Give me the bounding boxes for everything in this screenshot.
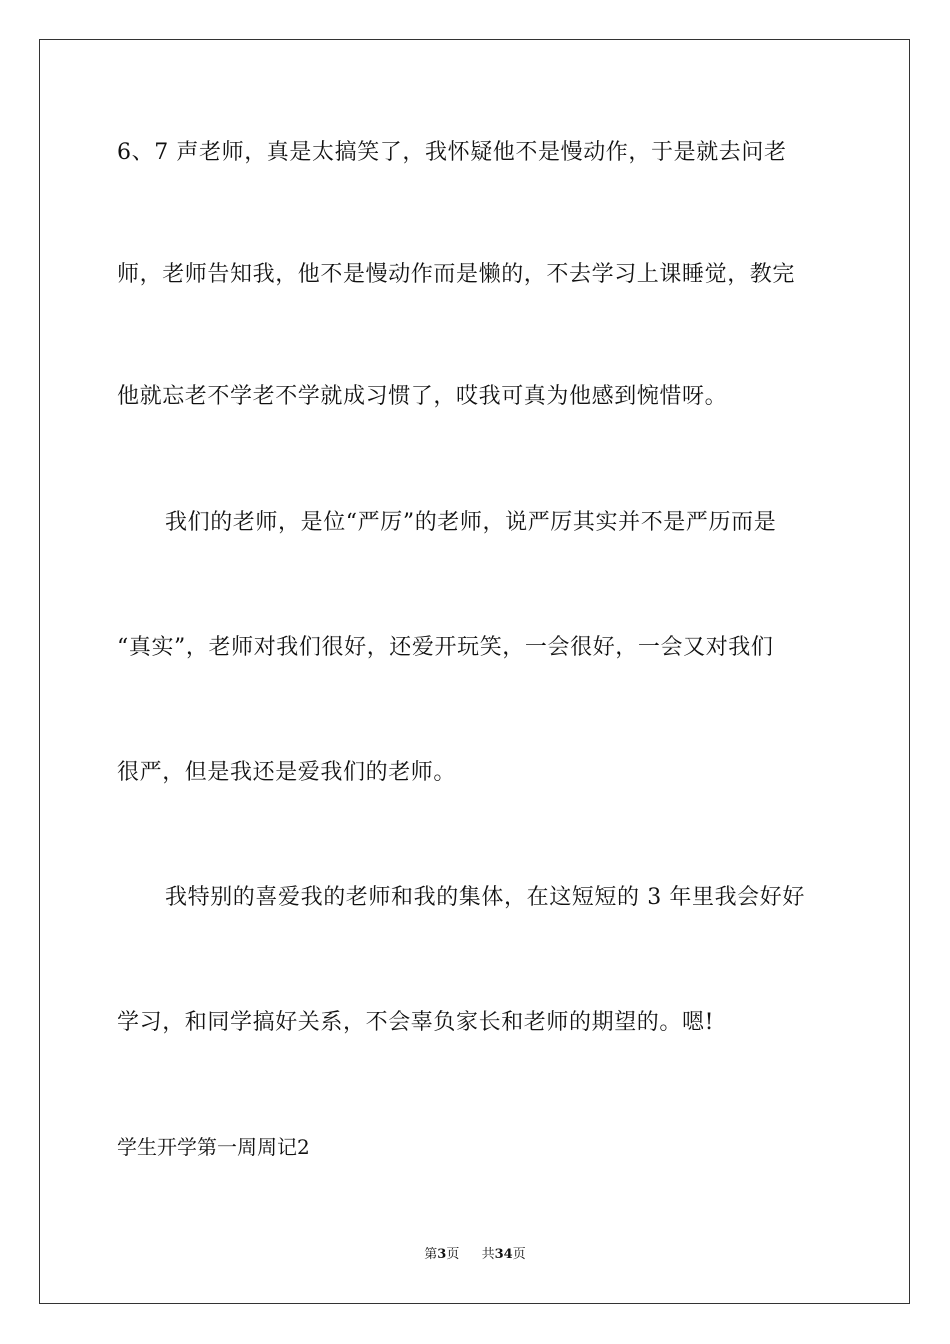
total-prefix: 共 [481,1247,495,1262]
text-line: 师，老师告知我，他不是慢动作而是懒的，不去学习上课睡觉，教完 [117,262,796,287]
text-line: 他就忘老不学老不学就成习惯了，哎我可真为他感到惋惜呀。 [117,384,728,409]
text-line: “真实”，老师对我们很好，还爱开玩笑，一会很好，一会又对我们 [117,635,774,660]
text-line: 我们的老师，是位“严厉”的老师，说严厉其实并不是严历而是 [165,510,777,535]
section-heading: 学生开学第一周周记2 [117,1135,310,1159]
text-line: 我特别的喜爱我的老师和我的集体，在这短短的 3 年里我会好好 [165,885,805,910]
text-line: 6、7 声老师，真是太搞笑了，我怀疑他不是慢动作，于是就去问老 [117,140,787,165]
text-line: 学习，和同学搞好关系，不会辜负家长和老师的期望的。嗯! [117,1010,715,1035]
page-prefix: 第 [424,1247,438,1262]
page-footer [0,1246,950,1264]
total-pages: 34 [494,1247,513,1262]
page-border [39,39,910,1304]
page-number: 3 [437,1247,447,1262]
page-suffix: 页 [446,1247,460,1262]
total-suffix: 页 [512,1247,526,1262]
text-line: 很严，但是我还是爱我们的老师。 [117,760,457,785]
